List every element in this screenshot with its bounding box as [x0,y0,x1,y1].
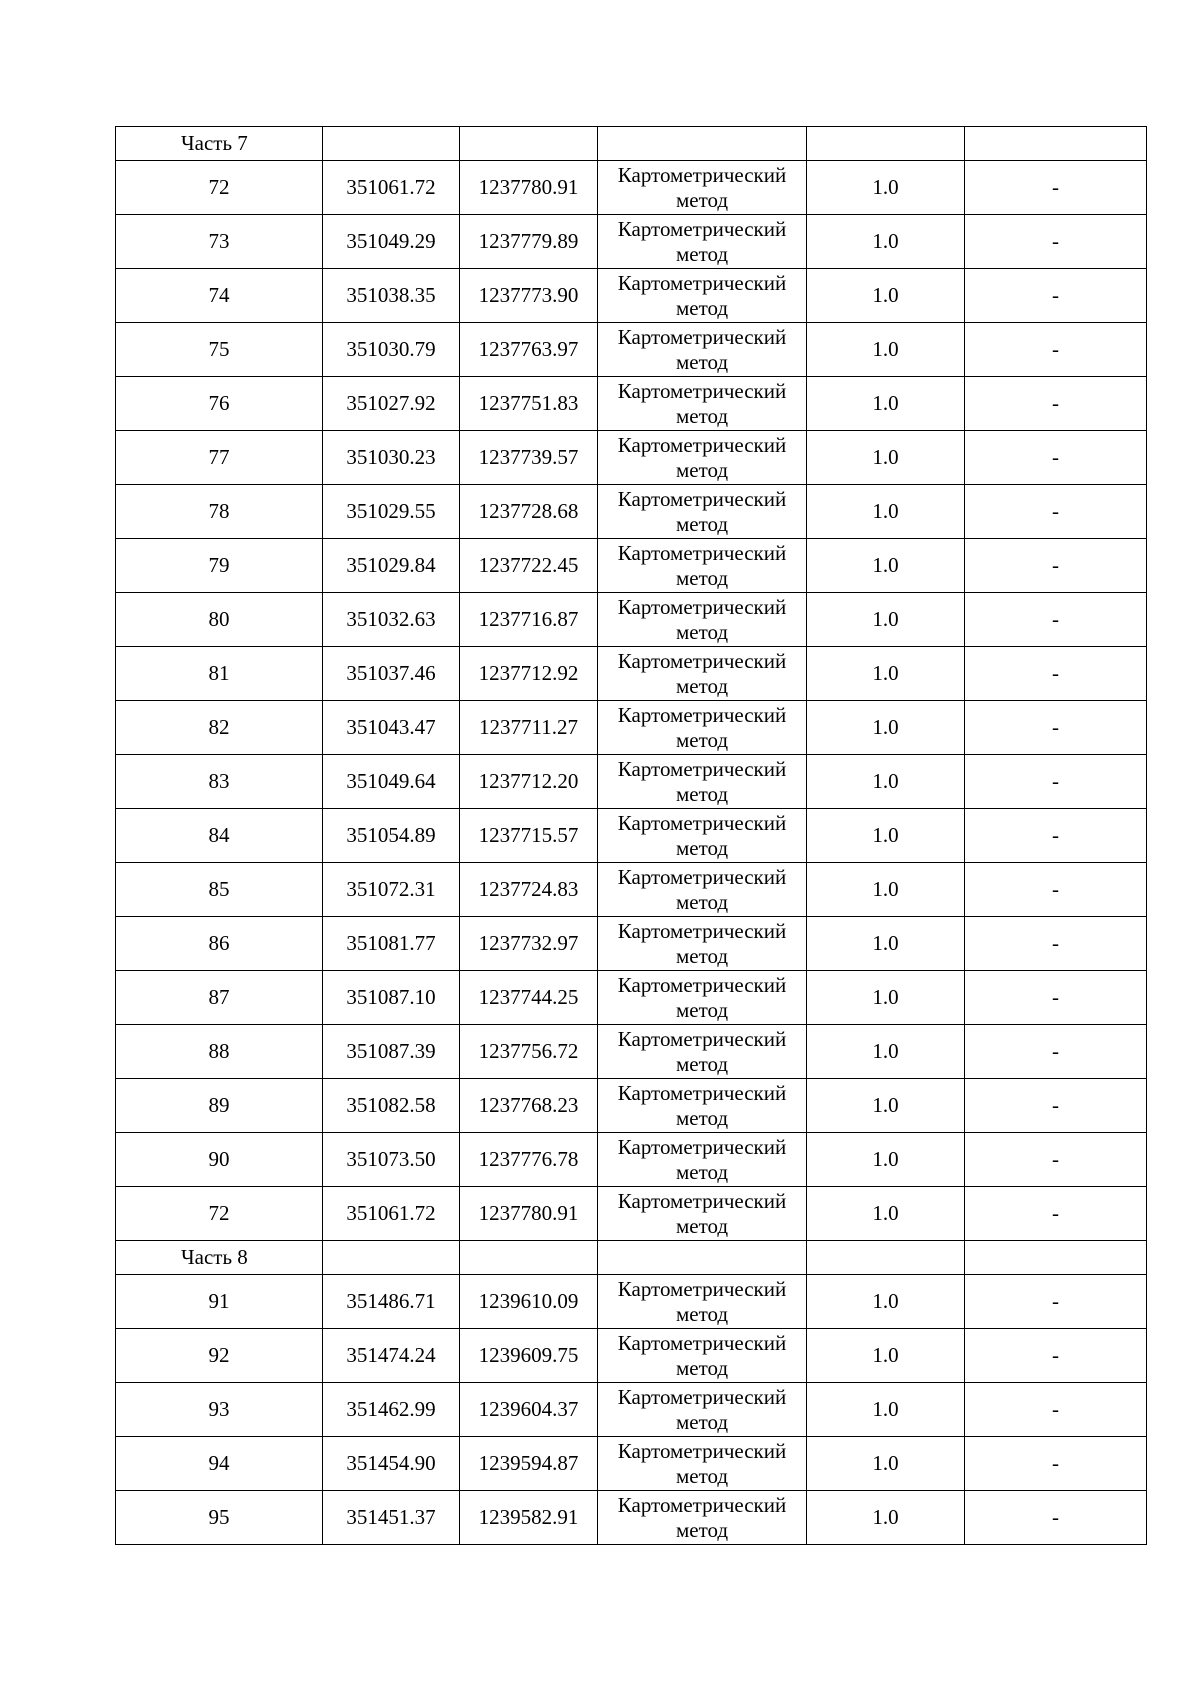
method-cell: Картометрический метод [598,701,807,755]
x-coordinate-cell: 351474.24 [323,1329,460,1383]
table-row [116,161,1147,215]
accuracy-cell: 1.0 [807,917,965,971]
point-number-cell: 84 [116,809,323,863]
point-number-cell: 88 [116,1025,323,1079]
method-cell: Картометрический метод [598,377,807,431]
x-coordinate-cell: 351027.92 [323,377,460,431]
note-cell: - [965,701,1147,755]
note-cell: - [965,863,1147,917]
y-coordinate-cell: 1239594.87 [460,1437,598,1491]
method-cell: Картометрический метод [598,917,807,971]
method-cell: Картометрический метод [598,1329,807,1383]
table-row [116,971,1147,1025]
table-body [116,127,1147,1545]
y-coordinate-cell: 1237773.90 [460,269,598,323]
accuracy-cell: 1.0 [807,1079,965,1133]
x-coordinate-cell: 351049.29 [323,215,460,269]
point-number-cell: 83 [116,755,323,809]
y-coordinate-cell: 1239604.37 [460,1383,598,1437]
note-cell: - [965,485,1147,539]
method-cell: Картометрический метод [598,1187,807,1241]
empty-cell [460,1241,598,1275]
accuracy-cell: 1.0 [807,863,965,917]
x-coordinate-cell: 351054.89 [323,809,460,863]
point-number-cell: 89 [116,1079,323,1133]
accuracy-cell: 1.0 [807,971,965,1025]
method-cell: Картометрический метод [598,539,807,593]
y-coordinate-cell: 1237776.78 [460,1133,598,1187]
x-coordinate-cell: 351049.64 [323,755,460,809]
point-number-cell: 72 [116,1187,323,1241]
note-cell: - [965,1187,1147,1241]
accuracy-cell: 1.0 [807,755,965,809]
accuracy-cell: 1.0 [807,431,965,485]
table-row [116,1329,1147,1383]
y-coordinate-cell: 1237716.87 [460,593,598,647]
table-row [116,701,1147,755]
table-row [116,1491,1147,1545]
x-coordinate-cell: 351037.46 [323,647,460,701]
point-number-cell: 95 [116,1491,323,1545]
note-cell: - [965,647,1147,701]
y-coordinate-cell: 1237751.83 [460,377,598,431]
point-number-cell: 82 [116,701,323,755]
note-cell: - [965,1079,1147,1133]
method-cell: Картометрический метод [598,1133,807,1187]
table-row [116,539,1147,593]
accuracy-cell: 1.0 [807,1329,965,1383]
point-number-cell: 91 [116,1275,323,1329]
x-coordinate-cell: 351073.50 [323,1133,460,1187]
y-coordinate-cell: 1237739.57 [460,431,598,485]
method-cell: Картометрический метод [598,1437,807,1491]
method-cell: Картометрический метод [598,1079,807,1133]
y-coordinate-cell: 1237763.97 [460,323,598,377]
method-cell: Картометрический метод [598,593,807,647]
point-number-cell: 80 [116,593,323,647]
y-coordinate-cell: 1237744.25 [460,971,598,1025]
empty-cell [807,1241,965,1275]
note-cell: - [965,1383,1147,1437]
accuracy-cell: 1.0 [807,1187,965,1241]
point-number-cell: 77 [116,431,323,485]
table-row [116,1079,1147,1133]
y-coordinate-cell: 1237780.91 [460,1187,598,1241]
table-row [116,917,1147,971]
empty-cell [807,127,965,161]
point-number-cell: 90 [116,1133,323,1187]
method-cell: Картометрический метод [598,1383,807,1437]
method-cell: Картометрический метод [598,863,807,917]
empty-cell [965,1241,1147,1275]
accuracy-cell: 1.0 [807,215,965,269]
accuracy-cell: 1.0 [807,1491,965,1545]
y-coordinate-cell: 1237712.92 [460,647,598,701]
note-cell: - [965,593,1147,647]
accuracy-cell: 1.0 [807,593,965,647]
accuracy-cell: 1.0 [807,701,965,755]
point-number-cell: 75 [116,323,323,377]
x-coordinate-cell: 351030.79 [323,323,460,377]
y-coordinate-cell: 1237724.83 [460,863,598,917]
y-coordinate-cell: 1237732.97 [460,917,598,971]
x-coordinate-cell: 351087.39 [323,1025,460,1079]
method-cell: Картометрический метод [598,431,807,485]
table-row [116,593,1147,647]
empty-cell [323,127,460,161]
table-row [116,809,1147,863]
x-coordinate-cell: 351072.31 [323,863,460,917]
point-number-cell: 78 [116,485,323,539]
empty-cell [598,127,807,161]
empty-cell [965,127,1147,161]
method-cell: Картометрический метод [598,755,807,809]
section-label: Часть 7 [116,127,323,161]
point-number-cell: 93 [116,1383,323,1437]
y-coordinate-cell: 1237712.20 [460,755,598,809]
method-cell: Картометрический метод [598,1025,807,1079]
table-row [116,1133,1147,1187]
note-cell: - [965,1025,1147,1079]
x-coordinate-cell: 351038.35 [323,269,460,323]
empty-cell [460,127,598,161]
point-number-cell: 85 [116,863,323,917]
accuracy-cell: 1.0 [807,1437,965,1491]
y-coordinate-cell: 1237780.91 [460,161,598,215]
x-coordinate-cell: 351486.71 [323,1275,460,1329]
accuracy-cell: 1.0 [807,269,965,323]
point-number-cell: 86 [116,917,323,971]
method-cell: Картометрический метод [598,971,807,1025]
section-header-row [116,127,1147,161]
method-cell: Картометрический метод [598,269,807,323]
section-header-row [116,1241,1147,1275]
note-cell: - [965,161,1147,215]
note-cell: - [965,755,1147,809]
table-row [116,863,1147,917]
method-cell: Картометрический метод [598,323,807,377]
table-row [116,323,1147,377]
point-number-cell: 92 [116,1329,323,1383]
x-coordinate-cell: 351030.23 [323,431,460,485]
table-row [116,215,1147,269]
table-row [116,269,1147,323]
accuracy-cell: 1.0 [807,1275,965,1329]
y-coordinate-cell: 1237779.89 [460,215,598,269]
note-cell: - [965,1329,1147,1383]
point-number-cell: 79 [116,539,323,593]
x-coordinate-cell: 351029.84 [323,539,460,593]
point-number-cell: 76 [116,377,323,431]
accuracy-cell: 1.0 [807,539,965,593]
note-cell: - [965,377,1147,431]
y-coordinate-cell: 1237711.27 [460,701,598,755]
y-coordinate-cell: 1237722.45 [460,539,598,593]
coordinates-table [115,126,1147,1545]
x-coordinate-cell: 351462.99 [323,1383,460,1437]
accuracy-cell: 1.0 [807,647,965,701]
point-number-cell: 73 [116,215,323,269]
point-number-cell: 87 [116,971,323,1025]
y-coordinate-cell: 1239582.91 [460,1491,598,1545]
method-cell: Картометрический метод [598,485,807,539]
note-cell: - [965,1275,1147,1329]
method-cell: Картометрический метод [598,809,807,863]
accuracy-cell: 1.0 [807,377,965,431]
note-cell: - [965,1133,1147,1187]
note-cell: - [965,917,1147,971]
point-number-cell: 74 [116,269,323,323]
accuracy-cell: 1.0 [807,323,965,377]
accuracy-cell: 1.0 [807,1133,965,1187]
accuracy-cell: 1.0 [807,485,965,539]
point-number-cell: 94 [116,1437,323,1491]
accuracy-cell: 1.0 [807,1383,965,1437]
y-coordinate-cell: 1237768.23 [460,1079,598,1133]
method-cell: Картометрический метод [598,215,807,269]
y-coordinate-cell: 1239610.09 [460,1275,598,1329]
method-cell: Картометрический метод [598,1491,807,1545]
y-coordinate-cell: 1239609.75 [460,1329,598,1383]
accuracy-cell: 1.0 [807,809,965,863]
point-number-cell: 72 [116,161,323,215]
note-cell: - [965,1491,1147,1545]
x-coordinate-cell: 351043.47 [323,701,460,755]
note-cell: - [965,269,1147,323]
note-cell: - [965,323,1147,377]
method-cell: Картометрический метод [598,161,807,215]
table-row [116,1383,1147,1437]
table-row [116,1025,1147,1079]
point-number-cell: 81 [116,647,323,701]
note-cell: - [965,1437,1147,1491]
x-coordinate-cell: 351032.63 [323,593,460,647]
table-row [116,377,1147,431]
method-cell: Картометрический метод [598,647,807,701]
x-coordinate-cell: 351081.77 [323,917,460,971]
x-coordinate-cell: 351029.55 [323,485,460,539]
accuracy-cell: 1.0 [807,1025,965,1079]
table-row [116,1187,1147,1241]
note-cell: - [965,539,1147,593]
accuracy-cell: 1.0 [807,161,965,215]
table-row [116,431,1147,485]
table-row [116,1275,1147,1329]
y-coordinate-cell: 1237728.68 [460,485,598,539]
x-coordinate-cell: 351451.37 [323,1491,460,1545]
x-coordinate-cell: 351061.72 [323,161,460,215]
table-row [116,485,1147,539]
note-cell: - [965,431,1147,485]
table-row [116,1437,1147,1491]
note-cell: - [965,971,1147,1025]
empty-cell [323,1241,460,1275]
y-coordinate-cell: 1237756.72 [460,1025,598,1079]
method-cell: Картометрический метод [598,1275,807,1329]
section-label: Часть 8 [116,1241,323,1275]
note-cell: - [965,215,1147,269]
table-row [116,647,1147,701]
empty-cell [598,1241,807,1275]
x-coordinate-cell: 351082.58 [323,1079,460,1133]
x-coordinate-cell: 351061.72 [323,1187,460,1241]
x-coordinate-cell: 351454.90 [323,1437,460,1491]
table-row [116,755,1147,809]
note-cell: - [965,809,1147,863]
x-coordinate-cell: 351087.10 [323,971,460,1025]
y-coordinate-cell: 1237715.57 [460,809,598,863]
